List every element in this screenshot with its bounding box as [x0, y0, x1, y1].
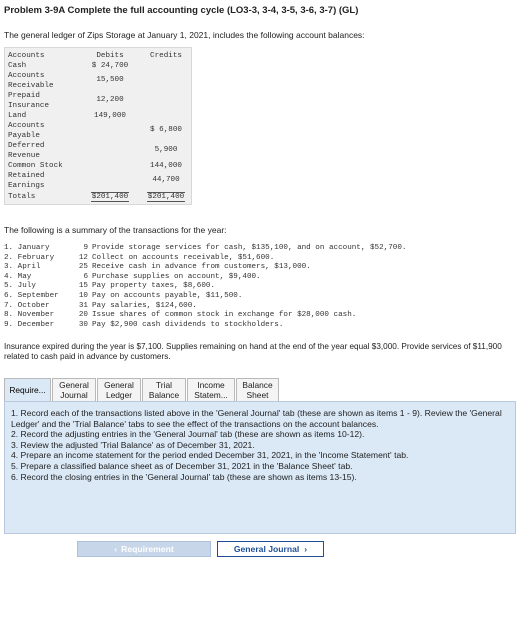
account-name: Accounts Payable: [8, 122, 45, 140]
chevron-right-icon: ›: [304, 544, 308, 554]
requirement-item: 2. Record the adjusting entries in the 'General Journal' tab (these are shown as items 10-12).: [11, 429, 365, 440]
credit-value: 44,700: [152, 176, 180, 184]
summary-intro-text: The following is a summary of the transactions for the year:: [4, 225, 227, 235]
requirement-item: 6. Record the closing entries in the 'General Journal' tab (these are shown as items 13-15).: [11, 471, 357, 482]
transaction-item: 8. November 20 Issue shares of common stock in exchange for $28,000 cash.: [4, 311, 357, 320]
transaction-item: 9. December 30 Pay $2,900 cash dividends to stockholders.: [4, 320, 284, 329]
account-name: Prepaid Insurance: [8, 92, 50, 110]
requirement-item: 3. Review the adjusted 'Trial Balance' as of December 31, 2021.: [11, 439, 255, 450]
next-general-journal-button[interactable]: General Journal ›: [217, 541, 324, 557]
account-name: Accounts Receivable: [8, 72, 54, 90]
header-credits: Credits: [150, 52, 182, 60]
transaction-item: 7. October 31 Pay salaries, $124,600.: [4, 301, 197, 310]
credit-value: 5,900: [154, 146, 178, 154]
transaction-item: 2. February 12 Collect on accounts receivable, $51,600.: [4, 253, 275, 262]
requirement-item: 5. Prepare a classified balance sheet as of December 31, 2021 in the 'Balance Sheet' tab.: [11, 460, 353, 471]
account-name: Totals: [8, 193, 36, 201]
requirement-item: 1. Record each of the transactions listed above in the 'General Journal' tab (these are shown as items 1 - 9). Review the 'General Ledger' and the 'Trial Balance' tabs to see the effect of the transactions on the account balances.: [11, 408, 502, 429]
tab-income-statement[interactable]: Income Statem...: [187, 378, 235, 402]
transaction-item: 4. May 6 Purchase supplies on account, $9,400.: [4, 272, 261, 281]
debit-value: $ 24,700: [91, 62, 129, 70]
transaction-item: 5. July 15 Pay property taxes, $8,600.: [4, 282, 216, 291]
credit-total: $201,400: [147, 193, 185, 201]
credit-value: 144,000: [150, 162, 182, 170]
requirements-panel: [4, 401, 516, 534]
account-balances-table: [4, 47, 192, 205]
tab-trial-balance[interactable]: Trial Balance: [142, 378, 186, 402]
account-name: Common Stock: [8, 162, 63, 170]
tab-general-journal[interactable]: General Journal: [52, 378, 96, 402]
transaction-item: 6. September 10 Pay on accounts payable, $11,500.: [4, 291, 243, 300]
transaction-item: 3. April 25 Receive cash in advance from customers, $13,000.: [4, 263, 311, 272]
debit-total: $201,400: [91, 193, 129, 201]
transaction-list: [4, 244, 514, 330]
adjustment-note: Insurance expired during the year is $7,100. Supplies remaining on hand at the end of the year equal $3,000. Provide services of $11,900 related to cash paid in advance by customers.: [4, 342, 502, 361]
tab-requirements[interactable]: Require...: [4, 378, 51, 402]
account-name: Cash: [8, 62, 27, 70]
header-debits: Debits: [96, 52, 124, 60]
problem-title: Problem 3-9A Complete the full accounting cycle (LO3-3, 3-4, 3-5, 3-6, 3-7) (GL): [4, 5, 359, 16]
previous-requirement-button[interactable]: ‹ Requirement: [77, 541, 211, 557]
account-name: Deferred Revenue: [8, 142, 45, 160]
account-name: Retained Earnings: [8, 172, 45, 190]
chevron-left-icon: ‹: [114, 544, 118, 554]
tab-bar: [4, 378, 280, 402]
debit-value: 149,000: [94, 112, 126, 120]
credit-value: $ 6,800: [150, 126, 182, 134]
transaction-item: 1. January 9 Provide storage services for cash, $135,100, and on account, $52,700.: [4, 244, 407, 252]
intro-text: The general ledger of Zips Storage at January 1, 2021, includes the following account balances:: [4, 30, 365, 40]
tab-balance-sheet[interactable]: Balance Sheet: [236, 378, 279, 402]
tab-general-ledger[interactable]: General Ledger: [97, 378, 141, 402]
account-name: Land: [8, 112, 27, 120]
debit-value: 12,200: [96, 96, 124, 104]
header-accounts: Accounts: [8, 52, 45, 60]
requirement-item: 4. Prepare an income statement for the period ended December 31, 2021, in the 'Income Statement' tab.: [11, 450, 409, 461]
debit-value: 15,500: [96, 76, 124, 84]
